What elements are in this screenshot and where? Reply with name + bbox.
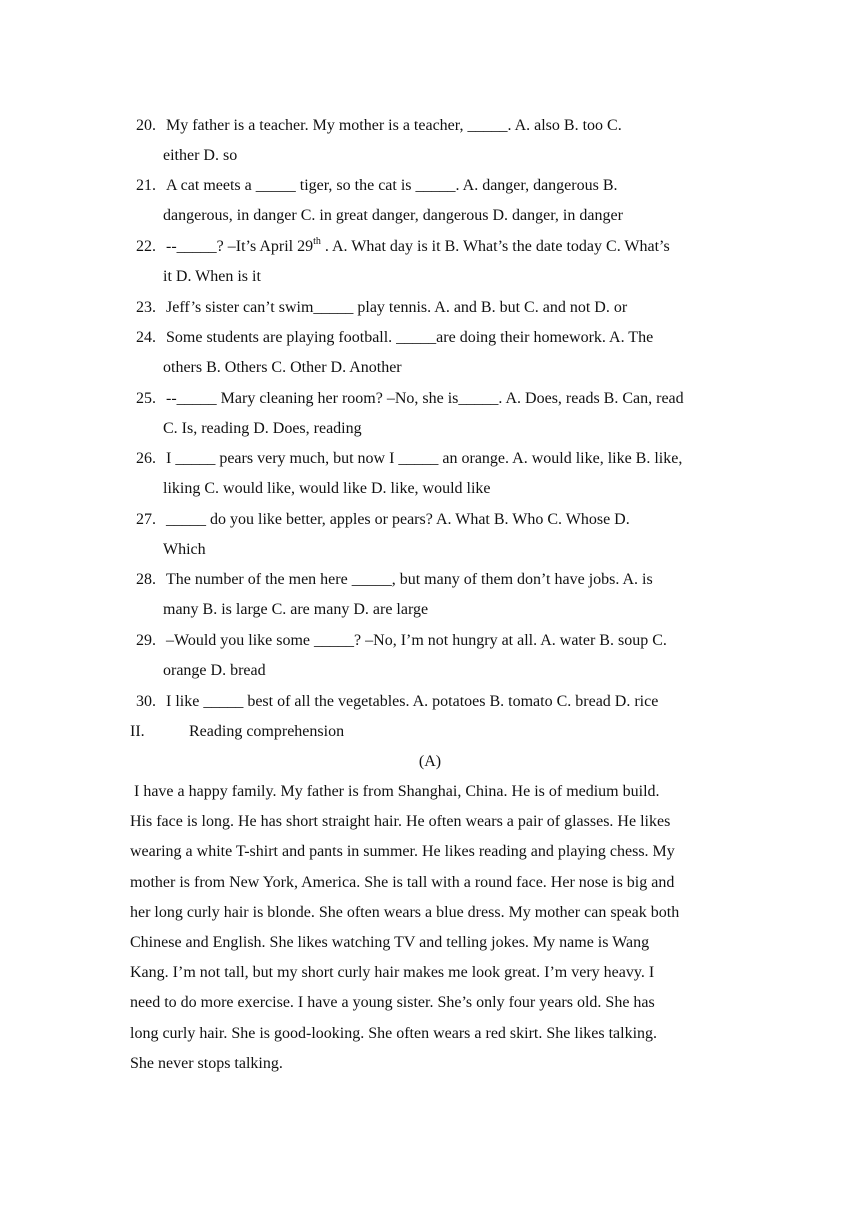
question-number: 30. xyxy=(136,693,156,710)
subsection-label: (A) xyxy=(418,753,442,770)
question-22 xyxy=(136,232,736,293)
question-23 xyxy=(136,293,736,323)
section-numeral: II. xyxy=(130,723,145,740)
ordinal-superscript: th xyxy=(313,235,321,247)
question-text-continued: dangerous, in danger C. in great danger, dangerous D. danger, in danger xyxy=(163,207,623,225)
question-text-continued: C. Is, reading D. Does, reading xyxy=(163,420,362,438)
question-text-continued: orange D. bread xyxy=(163,662,266,680)
question-number: 25. xyxy=(136,390,156,407)
question-text: –Would you like some _____? –No, I’m not hungry at all. A. water B. soup C. xyxy=(166,632,667,649)
question-text-continued: liking C. would like, would like D. like, would like xyxy=(163,480,491,498)
passage-line: She never stops talking. xyxy=(130,1054,283,1072)
question-text-continued: Which xyxy=(163,541,206,559)
question-text: My father is a teacher. My mother is a teacher, _____. A. also B. too C. xyxy=(166,117,622,134)
question-text-continued: many B. is large C. are many D. are large xyxy=(163,601,429,619)
question-text xyxy=(136,232,736,262)
question-text-continued: others B. Others C. Other D. Another xyxy=(163,359,402,377)
question-24 xyxy=(136,323,736,384)
question-29 xyxy=(136,626,736,687)
question-text: Some students are playing football. _____are doing their homework. A. The xyxy=(166,329,654,346)
question-text: _____ do you like better, apples or pears? A. What B. Who C. Whose D. xyxy=(166,511,630,528)
passage-line: I have a happy family. My father is from Shanghai, China. He is of medium build. xyxy=(130,783,660,800)
question-21 xyxy=(136,171,736,232)
question-number: 27. xyxy=(136,511,156,528)
question-25 xyxy=(136,384,736,445)
question-text-part: . A. What day is it B. What’s the date today C. What’s xyxy=(320,238,670,255)
question-text: I like _____ best of all the vegetables. A. potatoes B. tomato C. bread D. rice xyxy=(166,693,659,710)
question-text: The number of the men here _____, but many of them don’t have jobs. A. is xyxy=(166,571,653,588)
question-number: 23. xyxy=(136,299,156,316)
question-27 xyxy=(136,505,736,566)
question-28 xyxy=(136,565,736,626)
passage-line: His face is long. He has short straight hair. He often wears a pair of glasses. He likes xyxy=(130,813,671,831)
passage-line: Kang. I’m not tall, but my short curly hair makes me look great. I’m very heavy. I xyxy=(130,964,655,982)
reading-passage xyxy=(130,777,740,1079)
passage-line: mother is from New York, America. She is tall with a round face. Her nose is big and xyxy=(130,873,675,891)
question-30 xyxy=(136,687,736,717)
question-text-part: --_____? –It’s April 29 xyxy=(166,238,314,255)
question-number: 28. xyxy=(136,571,156,588)
passage-line: Chinese and English. She likes watching TV and telling jokes. My name is Wang xyxy=(130,934,650,952)
question-text: I _____ pears very much, but now I _____ an orange. A. would like, like B. like, xyxy=(166,450,683,467)
question-number: 29. xyxy=(136,632,156,649)
passage-line: long curly hair. She is good-looking. She often wears a red skirt. She likes talking. xyxy=(130,1024,658,1042)
passage-line: her long curly hair is blonde. She often wears a blue dress. My mother can speak both xyxy=(130,903,680,921)
question-number: 24. xyxy=(136,329,156,346)
section-title: Reading comprehension xyxy=(189,723,345,740)
question-number: 26. xyxy=(136,450,156,467)
question-26 xyxy=(136,444,736,505)
passage-line: wearing a white T-shirt and pants in summer. He likes reading and playing chess. My xyxy=(130,843,675,861)
question-20 xyxy=(136,111,736,172)
question-text-continued: it D. When is it xyxy=(163,268,261,286)
question-number: 20. xyxy=(136,117,156,134)
question-text: A cat meets a _____ tiger, so the cat is _____. A. danger, dangerous B. xyxy=(166,177,618,194)
question-number: 22. xyxy=(136,238,156,255)
passage-line: need to do more exercise. I have a young sister. She’s only four years old. She has xyxy=(130,994,655,1012)
question-text-continued: either D. so xyxy=(163,147,238,165)
question-number: 21. xyxy=(136,177,156,194)
question-text: --_____ Mary cleaning her room? –No, she is_____. A. Does, reads B. Can, read xyxy=(166,390,684,407)
question-text: Jeff’s sister can’t swim_____ play tennis. A. and B. but C. and not D. or xyxy=(166,299,628,316)
